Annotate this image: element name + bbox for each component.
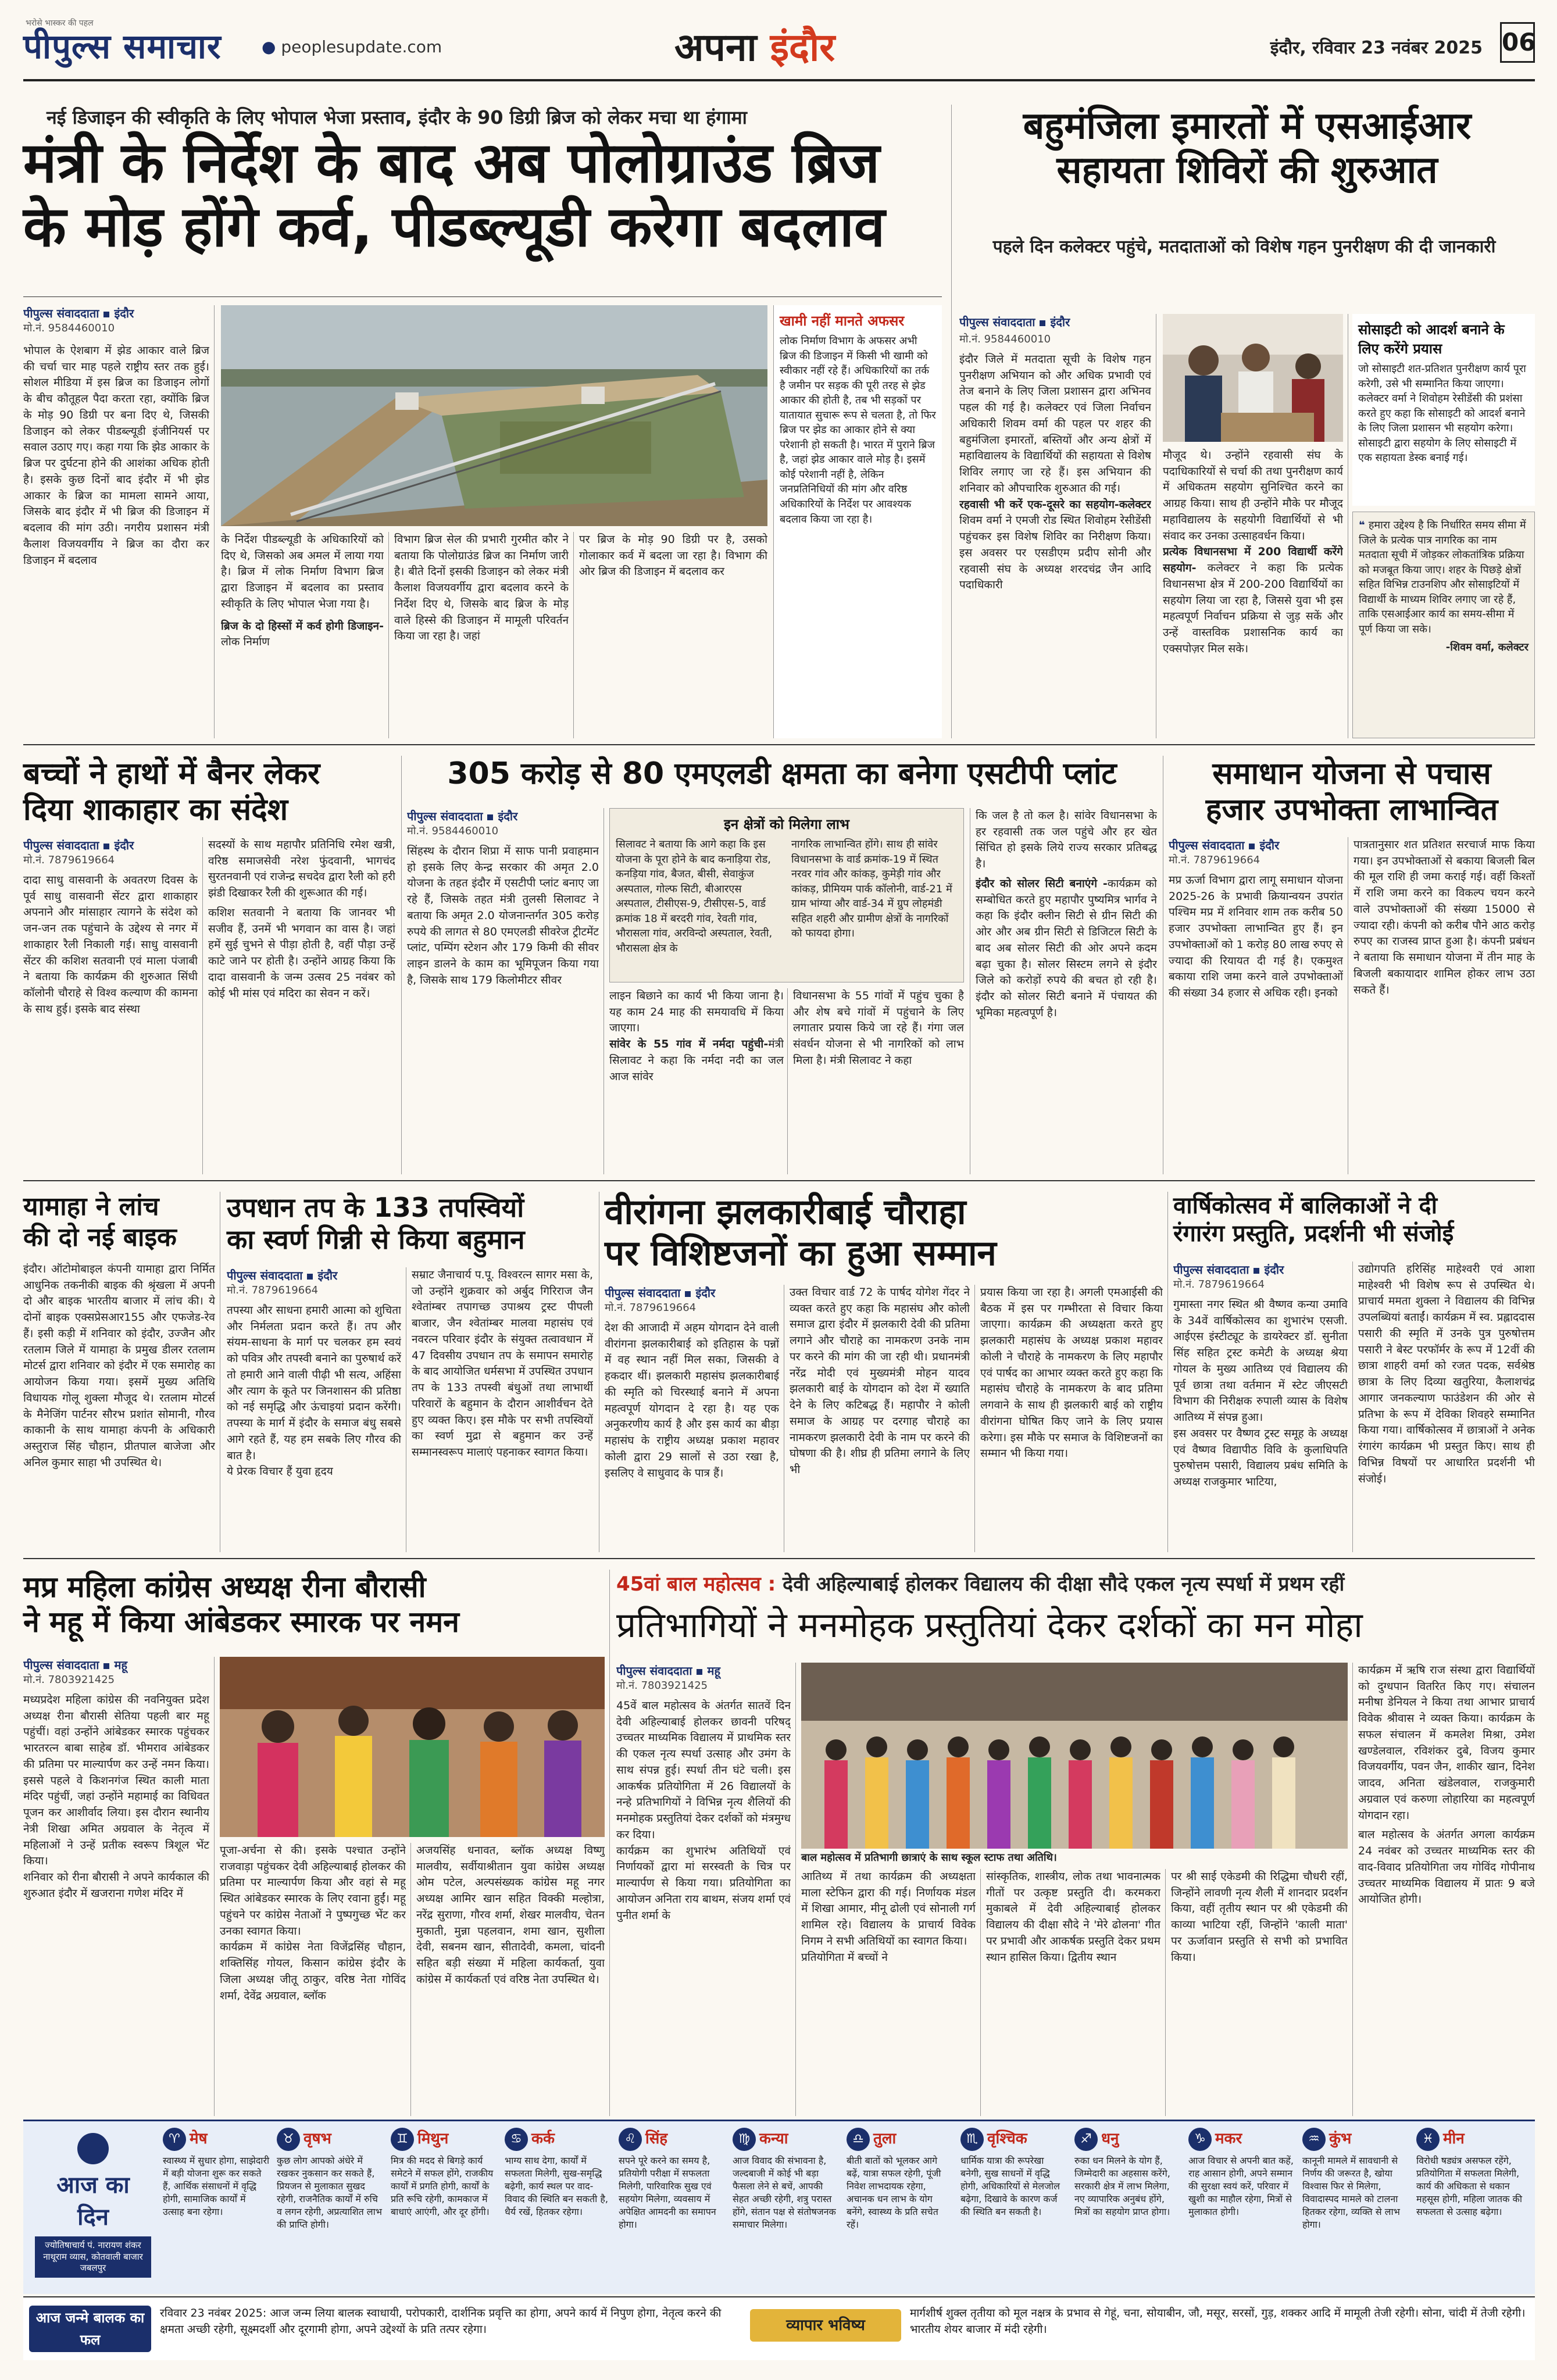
story10-column-3: अजयसिंह धनावत, ब्लॉक अध्यक्ष विष्णु मालवीय, सर्वीयाश्रीतान युवा कांग्रेस अध्यक्ष ओम पटेल, अल्पसंख्यक कांग्रेस महू नगर अध्यक्ष आमिर खान सहित विक्की मल्होत्रा, नरेंद्र सुराणा, गौरव शर्मा, शेखर मालवीय, चेतन मुकाती, मुन्ना पहलवान, शमा खान, सुशीला देवी, सबनम खान, सीतादेवी, कमला, चांदनी सहित बड़ी संख्या में महिला कार्यकर्ता, युवा कांग्रेस में कार्यकर्ता एवं वरिष्ठ नेता उपस्थित थे।	[416, 1844, 605, 1986]
zodiac-sign	[619, 2127, 726, 2284]
story6-headline[interactable]: यामाहा ने लांच की दो नई बाइक	[23, 1192, 177, 1252]
story11-column-3: सांस्कृतिक, शास्त्रीय, लोक तथा भावनात्मक गीतों पर उत्कृष्ट प्रस्तुति दी। करमकरा मुकाबले में देवी अहिल्याबाई होलकर विद्यालय की दीक्षा सौदे ने 'मेरे ढोलना' गीत पर प्रभावी और आकर्षक प्रस्तुति देकर प्रथम स्थान हासिल किया। द्वितीय स्थान	[986, 1870, 1160, 1964]
zodiac-forecast: कुछ लोग आपको अंधेरे में रखकर नुकसान कर सकते हैं, प्रियजन से मुलाकात सुखद रहेगी, राजनैतिक कार्यों में रुचि व लगन रहेगी, अप्रत्याशित लाभ की प्राप्ति होगी।	[277, 2154, 383, 2230]
story5-column-1: पीपुल्स संवाददाता इंदौर मो.नं. 7879619664 मप्र ऊर्जा विभाग द्वारा लागू समाधान योजना 2025-26 के प्रभावी क्रियान्वयन उपरांत पश्चिम मप्र में शनिवार शाम तक करीब 50 हजार उपभोक्ता लाभान्वित हुए हैं। इन उपभोक्ताओं को 1 करोड़ 80 लाख रुपए से ज्यादा की रियायत दी गई है। एकमुश्त बकाया राशि जमा करने वाले उपभोक्ताओं की संख्या 34 हजार से अधिक रही। इनको	[1169, 838, 1343, 1000]
zodiac-forecast: सपने पूरे करने का समय है, प्रतियोगी परीक्षा में सफलता मिलेगी, पारिवारिक सुख एवं सहयोग मिलेगा, व्यवसाय में अपेक्षित आमदनी का समापन होगा।	[619, 2154, 716, 2230]
calendar-icon	[77, 2133, 109, 2164]
story2-headline[interactable]: बहुमंजिला इमारतों में एसआईआर सहायता शिविरों की शुरुआत	[1023, 105, 1472, 192]
zodiac-sign-name: मीन	[1443, 2130, 1465, 2147]
story10-column-1: पीपुल्स संवाददाता महू मो.नं. 7803921425 मध्यप्रदेश महिला कांग्रेस की नवनियुक्त प्रदेश अध्यक्ष रीना बौरासी सेतिया पहली बार महू पहुंचीं। वहां उन्होंने आंबेडकर स्मारक पहुंचकर भारतरत्न बाबा साहेब डॉ. भीमराव आंबेडकर की प्रतिमा पर माल्यार्पण कर उन्हें नमन किया। इससे पहले वे किशनगंज स्थित काली माता मंदिर पहुंचीं, जहां उन्होंने महामाई का विधिवत पूजन कर आशीर्वाद लिया। इस दौरान स्थानीय नेत्री शिखा अमित अग्रवाल के नेतृत्व में महिलाओं ने उन्हें प्रतीक स्वरूप त्रिशूल भेंट किया। शनिवार को रीना बौरासी ने अपने कार्यकाल की शुरुआत इंदौर में खजराना गणेश मंदिर में	[23, 1658, 209, 1900]
zodiac-sign-name: वृश्चिक	[987, 2130, 1027, 2147]
story4-column-2: लाइन बिछाने का कार्य भी किया जाना है। यह काम 24 माह की समयावधि में किया जाएगा। सांवेर के 55 गांव में नर्मदा पहुंची-मंत्री सिलावट ने कहा कि नर्मदा नदी का जल आज सांवेर	[609, 989, 784, 1083]
story2-sidebar-society: सोसाइटी को आदर्श बनाने के लिए करेंगे प्रयास जो सोसाइटी शत-प्रतिशत पुनरीक्षण कार्य पूरा करेगी, उसे भी सम्मानित किया जाएगा। कलेक्टर वर्मा ने शिवोहम रेसीडेंसी की प्रशंसा करते हुए कहा कि सोसाइटी को आदर्श बनाने के लिए जिला प्रशासन भी सहयोग करेगा। सोसाइटी द्वारा सहयोग के लिए सोसाइटी में एक सहायता डेस्क बनाई गई।	[1352, 314, 1535, 506]
business-forecast-label: व्यापार भविष्य	[750, 2309, 901, 2342]
zodiac-forecast: भाग्य साथ देगा, कार्यों में सफलता मिलेगी, सुख-समृद्धि बढ़ेगी, कार्य स्थल पर वाद-विवाद की स्थिति बन सकती है, धैर्य रखें, हितकर रहेगा।	[505, 2154, 608, 2217]
quote-icon: ❝	[1359, 519, 1369, 531]
story2-column-2: मौजूद थे। उन्होंने रहवासी संघ के पदाधिकारियों से चर्चा की तथा पुनरीक्षण कार्य में अधिकतम सहयोग सुनिश्चित करने का आग्रह किया। साथ ही उन्होंने मौके पर मौजूद महाविद्यालय के सहयोगी विद्यार्थियों से भी संवाद कर उनका उत्साहवर्धन किया। प्रत्येक विधानसभा में 200 विद्यार्थी करेंगे सहयोग- कलेक्टर ने कहा कि प्रत्येक विधानसभा क्षेत्र में 200-200 विद्यार्थियों का सहयोग लिया जा रहा है, जिससे युवा भी इस महत्वपूर्ण निर्वाचन प्रक्रिया से जुड़ सकें और उन्हें वास्तविक प्रशासनिक कार्य का एक्सपोज़र मिल सके।	[1163, 449, 1343, 655]
collector-visit-photo	[1163, 314, 1343, 442]
horoscope-title: आज का दिन ज्योतिषाचार्य पं. नारायण शंकर नाथूराम व्यास, कोतवाली बाजार जबलपुर	[35, 2133, 151, 2278]
story9-column-1: पीपुल्स संवाददाता इंदौर मो.नं. 7879619664 गुमास्ता नगर स्थित श्री वैष्णव कन्या उमावि के 34वें वार्षिकोत्सव का शुभारंभ एसजी. आईएस इंस्टीट्यूट के डायरेक्टर डॉ. सुनीता सिंह सहित ट्रस्ट कमेटी के अध्यक्ष श्रेया गोयल के मुख्य आतिथ्य एवं विद्यालय की पूर्व छात्रा तथा वर्तमान में स्टेट जीएसटी विभाग की निरीक्षक रुपाली व्यास के विशेष आतिथ्य में संपन्न हुआ। इस अवसर पर वैष्णव ट्रस्ट समूह के अध्यक्ष एवं वैष्णव विद्यापीठ विवि के कुलाधिपति पुरुषोत्तम पसारी, विद्यालय प्रबंध समिति के अध्यक्ष राजकुमार भाटिया,	[1173, 1263, 1348, 1489]
zodiac-sign-name: तुला	[873, 2130, 897, 2147]
story11-headline[interactable]: प्रतिभागियों ने मनमोहक प्रस्तुतियां देकर दर्शकों का मन मोहा	[616, 1605, 1363, 1646]
story2-collector-quote: ❝ हमारा उद्देश्य है कि निर्धारित समय सीमा में जिले के प्रत्येक पात्र नागरिक का नाम मतदाता सूची में जोड़कर लोकतांत्रिक प्रक्रिया को मजबूत किया जाए। शहर के पिछड़े क्षेत्रों सहित विभिन्न टाउनशिप और सोसाइटियों में विद्यार्थी के माध्यम शिविर लगाए जा रहे हैं, ताकि एसआईआर कार्य का समय-सीमा में पूर्ण किया जा सके। -शिवम वर्मा, कलेक्टर	[1352, 512, 1535, 738]
story11-kicker: 45वां बाल महोत्सव : देवी अहिल्याबाई होलकर विद्यालय की दीक्षा सौदे एकल नृत्य स्पर्धा में प्रथम रहीं	[616, 1573, 1345, 1596]
reporter-mobile: मो.नं. 9584460010	[23, 322, 115, 334]
story1-headline[interactable]: मंत्री के निर्देश के बाद अब पोलोग्राउंड ब्रिज के मोड़ होंगे कर्व, पीडब्ल्यूडी करेगा बदलाव	[23, 130, 885, 260]
story1-kicker: नई डिजाइन की स्वीकृति के लिए भोपाल भेजा प्रस्ताव, इंदौर के 90 डिग्री ब्रिज को लेकर मचा था हंगामा	[47, 106, 747, 128]
zodiac-forecast: बीती बातों को भूलकर आगे बढ़ें, यात्रा सफल रहेगी, पूंजी निवेश लाभदायक रहेगा, अचानक धन लाभ के योग बनेंगे, स्वास्थ्य के प्रति सचेत रहें।	[847, 2154, 941, 2230]
story2-subhead: पहले दिन कलेक्टर पहुंचे, मतदाताओं को विशेष गहन पुनरीक्षण की दी जानकारी	[992, 237, 1496, 257]
story5-column-2: पात्रतानुसार शत प्रतिशत सरचार्ज माफ किया गया। इन उपभोक्ताओं से बकाया बिजली बिल की मूल राशि ही जमा कराई गई। वहीं किश्तों में राशि जमा करने का विकल्प चयन करने वाले उपभोक्ताओं की संख्या 15000 से ज्यादा रही। कंपनी को करीब पौने आठ करोड़ रुपए का राजस्व प्राप्त हुआ है। कंपनी प्रबंधन ने बताया कि समाधान योजना में तीन माह के बिजली बकायादार शामिल होकर लाभ उठा सकते हैं।	[1354, 838, 1535, 996]
zodiac-symbol-icon: ♉	[277, 2128, 300, 2151]
zodiac-symbol-icon: ♋	[505, 2128, 528, 2151]
newspaper-logo[interactable]: पीपुल्स समाचार	[23, 27, 222, 66]
story3-headline[interactable]: बच्चों ने हाथों में बैनर लेकर दिया शाकाहार का संदेश	[23, 756, 320, 828]
zodiac-symbol-icon: ♈	[163, 2128, 186, 2151]
zodiac-sign	[1188, 2127, 1295, 2284]
zodiac-sign-name: वृषभ	[303, 2130, 331, 2147]
story1-sidebar-officials: खामी नहीं मानते अफसर लोक निर्माण विभाग के अफसर अभी ब्रिज की डिजाइन में किसी भी खामी को स्वीकार नहीं रहे हैं। अधिकारियों का तर्क है जमीन पर सड़क की पूरी तरह से झेड आकार की होती है, तब भी सड़कों पर यातायात सुचारू रूप से चलता है, तो फिर ब्रिज पर झेड का आकार होने से क्या परेशानी हो सकती है। भारत में पुराने ब्रिज है, जहां झेड आकार वाले मोड़ है। इसमें कोई परेशानी नहीं है, लेकिन जनप्रतिनिधियों की मांग और वरिष्ठ अधिकारियों के निर्देश पर आवश्यक बदलाव किया जा रहा है।	[773, 305, 942, 738]
zodiac-symbol-icon: ♍	[733, 2128, 756, 2151]
zodiac-symbol-icon: ♌	[619, 2128, 642, 2151]
bal-mahotsav-group-photo	[801, 1663, 1348, 1849]
congress-event-photo	[220, 1657, 605, 1837]
story10-headline[interactable]: मप्र महिला कांग्रेस अध्यक्ष रीना बौरासी ने महू में किया आंबेडकर स्मारक पर नमन	[23, 1570, 459, 1639]
zodiac-sign	[960, 2127, 1067, 2284]
website-url[interactable]: ● peoplesupdate.com	[262, 37, 442, 56]
section-title: अपना इंदौर	[674, 25, 835, 70]
story9-headline[interactable]: वार्षिकोत्सव में बालिकाओं ने दी रंगारंग प्रस्तुति, प्रदर्शनी भी संजोई	[1173, 1192, 1454, 1247]
story4-column-4: कि जल है तो कल है। सांवेर विधानसभा के हर रहवासी तक जल पहुंचे और हर खेत सिंचित हो इसके लिये राज्य सरकार प्रतिबद्ध है। इंदौर को सोलर सिटी बनाएंगे -कार्यक्रम को सम्बोधित करते हुए महापौर पुष्यमित्र भार्गव ने कहा कि इंदौर क्लीन सिटी से ग्रीन सिटी की ओर और अब ग्रीन सिटी से डिजिटल सिटी के बाद अब सोलर सिटी की ओर अपने कदम बढ़ा चुका है। सोलर सिस्टम लगने से इंदौर जिले को करोड़ों रुपये की बचत हो रही है। इंदौर को सोलर सिटी बनाने में पंचायत की भूमिका महत्वपूर्ण है।	[976, 809, 1157, 1019]
dateline: इंदौर, रविवार 23 नवंबर 2025	[1270, 38, 1483, 58]
zodiac-forecast: आज विवाद की संभावना है, जल्दबाजी में कोई भी बड़ा फैसला लेने से बचें, आपकी सेहत अच्छी रहेगी, शत्रु परास्त होंगे, संतान पक्ष से संतोषजनक समाचार मिलेगा।	[733, 2154, 836, 2230]
story2-column-1: पीपुल्स संवाददाता इंदौर मो.नं. 9584460010 इंदौर जिले में मतदाता सूची के विशेष गहन पुनरीक्षण अभियान को और अधिक प्रभावी एवं तेज बनाने के लिए जिला प्रशासन द्वारा अभिनव पहल की गई है। कलेक्टर एवं जिला निर्वाचन अधिकारी शिवम वर्मा की पहल पर शहर की बहुमंजिला इमारतों, बस्तियों और अन्य क्षेत्रों में महाविद्यालय के विद्यार्थियों की सहायता से विशेष शिविर लगाए जा रहे हैं। इस अभियान की शनिवार को औपचारिक शुरुआत की गई। रहवासी भी करें एक-दूसरे का सहयोग-कलेक्टर शिवम वर्मा ने एमजी रोड स्थित शिवोहम रेसीडेंसी पहुंचकर इस विशेष शिविर का निरीक्षण किया। इस अवसर पर एसडीएम प्रदीप सोनी और रहवासी संघ के अध्यक्ष शरदचंद्र जैन आदि पदाधिकारी	[959, 315, 1151, 592]
zodiac-sign-name: मेष	[190, 2130, 208, 2147]
zodiac-sign-name: कर्क	[531, 2130, 555, 2147]
zodiac-sign	[505, 2127, 612, 2284]
story11-column-1: पीपुल्स संवाददाता महू मो.नं. 7803921425 45वें बाल महोत्सव के अंतर्गत सातवें दिन देवी अहिल्याबाई होलकर छावनी परिषद् उच्चतर माध्यमिक विद्यालय में प्राथमिक स्तर की एकल नृत्य स्पर्धा उत्साह और उमंग के साथ संपन्न हुई। स्पर्धा तीन घंटे चली। इस आकर्षक प्रतियोगिता में 26 विद्यालयों के नन्हे प्रतिभागियों ने विभिन्न नृत्य शैलियों की मनमोहक प्रस्तुतियां देकर दर्शकों को मंत्रमुग्ध कर दिया। कार्यक्रम का शुभारंभ अतिथियों एवं निर्णायकों द्वारा मां सरस्वती के चित्र पर माल्यार्पण से किया गया। प्रतियोगिता का आयोजन अनिता राय बाथम, संजय शर्मा एवं पुनीत शर्मा के	[616, 1664, 791, 1922]
zodiac-symbol-icon: ♐	[1074, 2128, 1098, 2151]
story4-column-3: विधानसभा के 55 गांवों में पहुंच चुका है और शेष बचे गांवों में पहुंचाने के लिए लगातार प्रयास किये जा रहे हैं। गंगा जल संवर्धन योजना से भी नागरिकों को लाभ मिला है। मंत्री सिलावट ने कहा	[793, 989, 964, 1067]
story8-headline[interactable]: वीरांगना झलकारीबाई चौराहा पर विशिष्टजनों का हुआ सम्मान	[605, 1192, 997, 1274]
zodiac-symbol-icon: ♊	[391, 2128, 414, 2151]
story3-column-1: पीपुल्स संवाददाता इंदौर मो.नं. 7879619664 दादा साधु वासवानी के अवतरण दिवस के पूर्व साधु वासवानी सेंटर द्वारा शाकाहार अपनाने और मांसाहार त्यागने के संदेश को जन-जन तक पहुंचाने के उद्देश्य से नगर में शाकाहार रैली निकाली गई। साधु वासवानी सेंटर की कशिश सतवानी एवं माला पंजाबी ने बताया कि कार्यक्रम की शुरुआत सिंधी कॉलोनी चौराहे से विश्व कल्याण की कामना के साथ हुई। इसके बाद संस्था	[23, 838, 198, 1016]
globe-icon: ●	[262, 37, 281, 56]
photo-caption: बाल महोत्सव में प्रतिभागी छात्राएं के साथ स्कूल स्टाफ तथा अतिथि।	[801, 1852, 1057, 1864]
story7-headline[interactable]: उपधान तप के 133 तपस्वियों का स्वर्ण गिन्नी से किया बहुमान	[227, 1192, 525, 1256]
zodiac-sign	[1074, 2127, 1181, 2284]
zodiac-symbol-icon: ♑	[1188, 2128, 1212, 2151]
story7-column-1: पीपुल्स संवाददाता इंदौर मो.नं. 7879619664 तपस्या और साधना हमारी आत्मा को शुचिता और निर्मलता प्रदान करते हैं। तप और संयम-साधना के मार्ग पर चलकर हम स्वयं को पवित्र और तपस्वी बनाने का पुरुषार्थ करें तो हमारी आने वाली पीढ़ी भी सत्य, अहिंसा और त्याग के कूते पर जिनशासन की प्रतिष्ठा को नई समृद्धि और ऊंचाइयां प्रदान करेंगी। तपस्या के मार्ग में इंदौर के समाज बंधु सबसे आगे रहते हैं, यह हम सबके लिए गौरव की बात है। ये प्रेरक विचार हैं युवा हृदय	[227, 1268, 401, 1478]
zodiac-forecast: मित्र की मदद से बिगड़े कार्य समेटने में सफल होंगे, राजकीय कार्यों में प्रगति होगी, कार्यों के प्रति रूचि रहेगी, कामकाज में बाधाएं आएंगी, और दूर होंगी।	[391, 2154, 494, 2217]
zodiac-symbol-icon: ♓	[1416, 2128, 1440, 2151]
business-forecast-text: मार्गशीर्ष शुक्ल तृतीया को मूल नक्षत्र के प्रभाव से गेहूं, चना, सोयाबीन, जौ, मसूर, सरसों, गुड़, शक्कर आदि में मामूली तेजी रहेगी। सोना, चांदी में तेजी रहेगी। भारतीय शेयर बाजार में मंदी रहेगी।	[910, 2307, 1526, 2336]
story8-column-1: पीपुल्स संवाददाता इंदौर मो.नं. 7879619664 देश की आजादी में अहम योगदान देने वाली वीरांगना झलकारीबाई को इतिहास के पन्नों में वह स्थान नहीं मिल सका, जिसकी वे हकदार थीं। झलकारी महासंघ झलकारीबाई की स्मृति को चिरस्थाई बनाने में अपना महत्वपूर्ण योगदान दे रहा है। यह एक अनुकरणीय कार्य है और इस कार्य का बीड़ा महासंघ के राष्ट्रीय अध्यक्ष प्रकाश महावर कोली द्वारा 29 सालों से उठा रखा है, इसलिए वे साधुवाद के पात्र हैं।	[605, 1286, 779, 1480]
story4-headline[interactable]: 305 करोड़ से 80 एमएलडी क्षमता का बनेगा एसटीपी प्लांट	[447, 756, 1117, 791]
zodiac-forecast: रुका धन मिलने के योग हैं, जिम्मेदारी का अहसास करेंगे, सरकारी क्षेत्र में लाभ मिलेगा, नए व्यापारिक अनुबंध होंगे, मित्रों का सहयोग प्राप्त होगा।	[1074, 2154, 1170, 2217]
zodiac-forecast: विरोधी षड्यंत्र असफल रहेंगे, प्रतियोगिता में सफलता मिलेगी, कार्य की अधिकता से थकान महसूस होगी, महिला जातक की सफलता से उत्साह बढ़ेगा।	[1416, 2154, 1522, 2217]
zodiac-forecast: धार्मिक यात्रा की रूपरेखा बनेगी, सुख साधनों में वृद्धि होगी, अधिकारियों से मेलजोल बढ़ेगा, दिखावे के कारण कर्ज की स्थिति बन सकती है।	[960, 2154, 1060, 2217]
story4-column-1: पीपुल्स संवाददाता इंदौर मो.नं. 9584460010 सिंहस्थ के दौरान शिप्रा में साफ पानी प्रवाहमान हो इसके लिए केन्द्र सरकार की अमृत 2.0 योजना के तहत इंदौर में एसटीपी प्लांट बनाए जा रहे हैं, जिसके तहत मंत्री तुलसी सिलावट ने बताया कि अमृत 2.0 योजनान्तर्गत 305 करोड़ रुपये की लागत से 80 एमएलडी सीवरेज ट्रीटमेंट प्लांट, पम्पिंग स्टेशन और 179 किमी की सीवर लाइन डालने के काम का भूमिपूजन किया गया है, जिसके साथ 179 किलोमीटर सीवर	[407, 809, 599, 987]
story8-column-3: प्रयास किया जा रहा है। अगली एमआईसी की बैठक में इस पर गम्भीरता से विचार किया जाएगा। कार्यक्रम की अध्यक्षता करते हुए झलकारी महासंघ के अध्यक्ष प्रकाश महावर कोली ने चौराहे के नामकरण के लिए महापौर एवं पार्षद का आभार व्यक्त करते हुए कहा कि महासंघ चौराहे के नामकरण के बाद प्रतिमा लगवाने के साथ ही झलकारी बाई को राष्ट्रीय वीरांगना घोषित किए जाने के लिए प्रयास करेगा। इस मौके पर समाज के विशिष्टजनों का सम्मान भी किया गया।	[980, 1286, 1163, 1460]
zodiac-forecast: आज विचार से अपनी बात कहें, राह आसान होगी, अपने सम्मान की सुरक्षा स्वयं करें, परिवार में खुशी का माहौल रहेगा, मित्रों से मुलाकात होगी।	[1188, 2154, 1294, 2217]
horoscope-panel	[23, 2120, 1535, 2294]
story1-column-1: पीपुल्स संवाददाता इंदौर मो.नं. 9584460010 भोपाल के ऐशबाग में झेड आकार वाले ब्रिज की चर्चा चार माह पहले राष्ट्रीय स्तर तक हुई। सोशल मीडिया में इस ब्रिज का डिजाइन लोगों के बीच कौतूहल पैदा करता रहा, क्योंकि ब्रिज के मोड़ 90 डिग्री पर बना दिए थे, जिसकी डिजाइन को लेकर पीडब्ल्यूडी इंजीनियर्स पर सवाल उठाए गए। कहा गया कि झेड आकार के ब्रिज पर दुर्घटना होने की आशंका अधिक होती है। इसके कुछ दिनों बाद इंदौर में भी झेड आकार के ब्रिज का मामला सामने आया, जिसके बाद इंदौर में भी ब्रिज की डिजाइन में बदलाव की मांग उठी। नगरीय प्रशासन मंत्री कैलाश विजयवर्गीय ने ब्रिज का दौरा कर डिजाइन में बदलाव	[23, 306, 209, 567]
story7-column-2: सम्राट जैनाचार्य प.पू. विश्वरत्न सागर मसा के, जो उन्होंने शुक्रवार को अर्बुद गिरिराज जैन श्वेतांम्बर तपागच्छ उपाश्रय ट्रस्ट पीपली बाजार, जैन श्वेतांम्बर मालवा महासंघ एवं नवरत्न परिवार इंदौर के संयुक्त तत्वावधान में 47 दिवसीय उपधान तप के समापन समारोह के बाद आयोजित धर्मसभा में उपस्थित उपधान तप के 133 तपस्वी बंधुओं तथा लाभार्थी परिवारों के बहुमान के दौरान आशीर्वचन देते हुए व्यक्त किए। इस मौके पर सभी तपस्वियों का स्वर्ण मुद्रा से बहुमान कर उन्हें सम्मानस्वरूप मालाएं पहनाकर स्वागत किया।	[412, 1268, 593, 1459]
bridge-aerial-photo	[221, 305, 767, 526]
masthead	[23, 17, 1535, 81]
story11-column-4: पर श्री साई एकेडमी की रिद्धिमा चौधरी रहीं, जिन्होंने लावणी नृत्य शैली में शानदार प्रदर्शन किया, वहीं तृतीय स्थान पर श्री एकेडमी की काव्या भाटिया रहीं, जिन्होंने 'काली माता' पर ऊर्जावान प्रस्तुति से सभी को प्रभावित किया।	[1171, 1870, 1348, 1964]
zodiac-sign	[847, 2127, 954, 2284]
brand-tagline: भरोसे भास्कर की पहल	[26, 19, 94, 28]
zodiac-forecast: कानूनी मामले में सावधानी से निर्णय की जरूरत है, खोया विश्वास फिर से मिलेगा, विवादास्पद मामले को टालना हितकर रहेगा, व्यक्ति से लाभ होगा।	[1302, 2154, 1400, 2230]
zodiac-sign-name: धनु	[1101, 2130, 1119, 2147]
zodiac-symbol-icon: ♎	[847, 2128, 870, 2151]
zodiac-sign-name: मिथुन	[417, 2130, 449, 2147]
story10-column-2: पूजा-अर्चना से की। इसके पश्चात उन्होंने राजवाड़ा पहुंचकर देवी अहिल्याबाई होलकर की प्रतिमा पर माल्यार्पण किया और वहां से महू स्थित आंबेडकर स्मारक के लिए रवाना हुईं। महू पहुंचने पर कांग्रेस नेताओं ने पुष्पगुच्छ भेंट कर उनका स्वागत किया। कार्यक्रम में कांग्रेस नेता विजेंद्रसिंह चौहान, शक्तिसिंह गोयल, किसान कांग्रेस इंदौर के जिला अध्यक्ष जीतू ठाकुर, वरिष्ठ नेता गोविंद शर्मा, देवेंद्र अग्रवाल, ब्लॉक	[220, 1844, 406, 2002]
footer-strip	[23, 2296, 1535, 2360]
zodiac-sign-name: कन्या	[759, 2130, 788, 2147]
zodiac-sign	[277, 2127, 384, 2284]
born-today-label: आज जन्मे बालक का फल	[29, 2306, 151, 2352]
story1-column-4: पर ब्रिज के मोड़ 90 डिग्री पर है, उसको गोलाकार कर्व में बदला जा रहा है। विभाग की ओर ब्रिज की डिजाइन में बदलाव कर	[579, 533, 767, 578]
story9-column-2: उद्योगपति हरिसिंह माहेश्वरी एवं आशा माहेश्वरी भी विशेष रूप से उपस्थित थे। प्राचार्य ममता शुक्ला ने विद्यालय की विभिन्न उपलब्धियां बताईं। कार्यक्रम में स्व. प्रह्लाददास पसारी की स्मृति में उनके पुत्र पुरुषोत्तम पसारी ने बेस्ट परफॉर्मर के रूप में 12वीं की छात्रा शाहरी वर्मा को रजत पदक, सर्वश्रेष्ठ छात्रा के लिए दिव्या खतुरिया, कैलाशचंद्र आगार जनकल्याण फाउंडेशन की ओर से प्रतिभा के रूप में देविका शिवहरे सम्मानित किया गया। वार्षिकोत्सव में छात्राओं ने अनेक रंगारंग कार्यक्रम भी प्रस्तुत किए। साथ ही विभिन्न विषयों पर आधारित प्रदर्शनी भी संजोई।	[1358, 1263, 1535, 1485]
zodiac-sign	[1302, 2127, 1409, 2284]
story8-column-2: उक्त विचार वार्ड 72 के पार्षद योगेश गेंदर ने व्यक्त करते हुए कहा कि महासंघ और कोली समाज द्वारा इंदौर में झलकारी देवी की प्रतिमा लगाने और चौराहे का नामकरण उनके नाम पर करने की मांग की जा रही थी। प्रधानमंत्री नरेंद्र मोदी एवं मुख्यमंत्री मोहन यादव झलकारी बाई के योगदान को देश में ख्याति देने के लिए कटिबद्ध हैं। महापौर ने कोली समाज के आग्रह पर दरगाह चौराहे का नामकरण झलकारी देवी के नाम पर करने की घोषणा की है। शीघ्र ही प्रतिमा लगाने के लिए भी	[790, 1286, 970, 1477]
story11-column-2: आतिथ्य में तथा कार्यक्रम की अध्यक्षता माला स्टेफिन द्वारा की गई। निर्णायक मंडल में शिखा आमार, मीनू ढोली एवं सोनाली गर्ग शामिल रहे। विद्यालय के प्राचार्य विवेक निगम ने सभी अतिथियों का स्वागत किया। प्रतियोगिता में बच्चों ने	[801, 1870, 976, 1964]
zodiac-sign	[1416, 2127, 1523, 2284]
zodiac-sign	[733, 2127, 840, 2284]
zodiac-sign	[163, 2127, 270, 2284]
zodiac-sign	[391, 2127, 498, 2284]
zodiac-sign-name: मकर	[1215, 2130, 1242, 2147]
event-tag: 45वां बाल महोत्सव :	[616, 1573, 783, 1596]
zodiac-sign-name: सिंह	[645, 2130, 668, 2147]
story6-body: इंदौर। ऑटोमोबाइल कंपनी यामाहा द्वारा निर्मित आधुनिक तकनीकी बाइक की श्रृंखला में अपनी दो और बाइक भारतीय बाजार में लांच की। ये दोनों बाइक एक्सप्रेसआर155 और एफजेड-रेव हैं। इसी कड़ी में शनिवार को इंदौर, उज्जैन और रतलाम जिले में यामाहा के प्रमुख डीलर रतलाम मोटर्स द्वारा शनिवार को इंदौर में एक समारोह का आयोजन किया गया। इसमें मुख्य अतिथि विधायक गोलू शुक्ला मौजूद थे। रतलाम मोटर्स के मैनेजिंग पार्टनर सौरभ प्रशांत सोमानी, गौरव काकानी के साथ यामाहा कंपनी के अधिकारी अस्तुराज सिंह चौहान, प्रीतपाल बाजेजा और अनिल कुमार साहा भी उपस्थित थे।	[23, 1263, 215, 1469]
zodiac-sign-name: कुंभ	[1329, 2130, 1352, 2147]
story5-headline[interactable]: समाधान योजना से पचास हजार उपभोक्ता लाभान्वित	[1205, 756, 1498, 828]
byline: पीपुल्स संवाददाता इंदौर	[23, 306, 134, 320]
story4-areas-box: इन क्षेत्रों को मिलेगा लाभ सिलावट ने बताया कि आगे कहा कि इस योजना के पूरा होने के बाद कनाड़िया रोड, कनड़िया गांव, बैजत, बीसी, सेवाकुंज अस्पताल, गोल्फ सिटी, बीआरएस अस्पताल, टीसीएस-9, टीसीएस-5, वार्ड क्रमांक 18 में बरदरी गांव, रेवती गांव, भौरासला गांव, अरविन्दो अस्पताल, रेवती, भौरासला क्षेत्र के नागरिक लाभान्वित होंगे। साथ ही सांवेर विधानसभा के वार्ड क्रमांक-19 में स्थित नरवर गांव और कांकड़, कुमेड़ी गांव और कांकड़, प्रीमियम पार्क कॉलोनी, वार्ड-21 में ग्राम भांग्या और वार्ड-34 में ग्रुप लोहमंडी सहित शहरी और ग्रामीण क्षेत्रों के नागरिकों को फायदा होगा।	[609, 808, 964, 982]
zodiac-forecast: स्वास्थ्य में सुधार होगा, साझेदारी में बड़ी योजना शुरू कर सकते हैं, आर्थिक संसाधनों में वृद्धि होगी, सामाजिक कार्यों में उत्साह बना रहेगा।	[163, 2154, 270, 2217]
born-today-text: रविवार 23 नवंबर 2025: आज जन्म लिया बालक स्वाधायी, परोपकारी, दार्शनिक प्रवृत्ति का होगा, अपने कार्य में निपुण होगा, नेतृत्व करने की क्षमता अच्छी रहेगी, सूक्ष्मदर्शी और दूरगामी होगा, अपने उद्देश्यों के प्रति तत्पर रहेगा।	[160, 2307, 722, 2336]
story1-column-3: विभाग ब्रिज सेल की प्रभारी गुरमीत कौर ने बताया कि पोलोग्राउंड ब्रिज का निर्माण जारी है। बीते दिनों इसकी डिजाइन को लेकर मंत्री कैलाश विजयवर्गीय द्वारा बदलाव करने के निर्देश दिए थे, जिसके बाद ब्रिज के मोड़ वाले हिस्से की डिजाइन में मामूली परिवर्तन किया जा रहा है। जहां	[394, 533, 569, 643]
story1-column-2: के निर्देश पीडब्ल्यूडी के अधिकारियों को दिए थे, जिसको अब अमल में लाया गया है। ब्रिज में लोक निर्माण विभाग ब्रिज द्वारा डिजाइन में बदलाव का प्रस्ताव स्वीकृति के लिए भोपाल भेजा गया है। ब्रिज के दो हिस्सों में कर्व होगी डिजाइन- लोक निर्माण	[221, 533, 384, 649]
page-number: 06	[1500, 22, 1535, 63]
story11-column-5: कार्यक्रम में ऋषि राज संस्था द्वारा विद्यार्थियों को दुग्धपान वितरित किए गए। संचालन मनीषा डेनियल ने किया तथा आभार प्राचार्य विवेक श्रीवास ने व्यक्त किया। कार्यक्रम के सफल संचालन में कमलेश मिश्रा, उमेश खण्डेलवाल, रविशंकर दुबे, विजय कुमार विजयवर्गीय, पवन जैन, शाकीर खान, दिनेश जादव, अनिता खंडेलवाल, राजकुमारी अग्रवाल एवं करुणा लोहारिया का महत्वपूर्ण योगदान रहा। बाल महोत्सव के अंतर्गत अगला कार्यक्रम 24 नवंबर को उच्चतर माध्यमिक स्तर की वाद-विवाद प्रतियोगिता जय गोविंद गोपीनाथ उच्चतर माध्यमिक विद्यालय में प्रातः 9 बजे आयोजित होगी।	[1358, 1664, 1535, 1906]
zodiac-symbol-icon: ♏	[960, 2128, 984, 2151]
story3-column-2: सदस्यों के साथ महापौर प्रतिनिधि रमेश खत्री, वरिष्ठ समाजसेवी नरेश फुंदवानी, भागचंद सुरतनवानी एवं राजेन्द्र सचदेव द्वारा रैली को हरी झंडी दिखाकर रैली की शुरूआत की गई। कशिश सतवानी ने बताया कि जानवर भी सजीव हैं, उनमें भी भगवान का वास है। जहां हमें सुई चुभने से पीड़ा होती है, वहीं पौड़ा उन्हें काटे जाने पर होती है। उन्होंने आग्रह किया कि दादा वासवानी के जन्म उत्सव 25 नवंबर को कोई भी मांस एवं मदिरा का सेवन न करें।	[208, 838, 395, 1000]
zodiac-symbol-icon: ♒	[1302, 2128, 1326, 2151]
